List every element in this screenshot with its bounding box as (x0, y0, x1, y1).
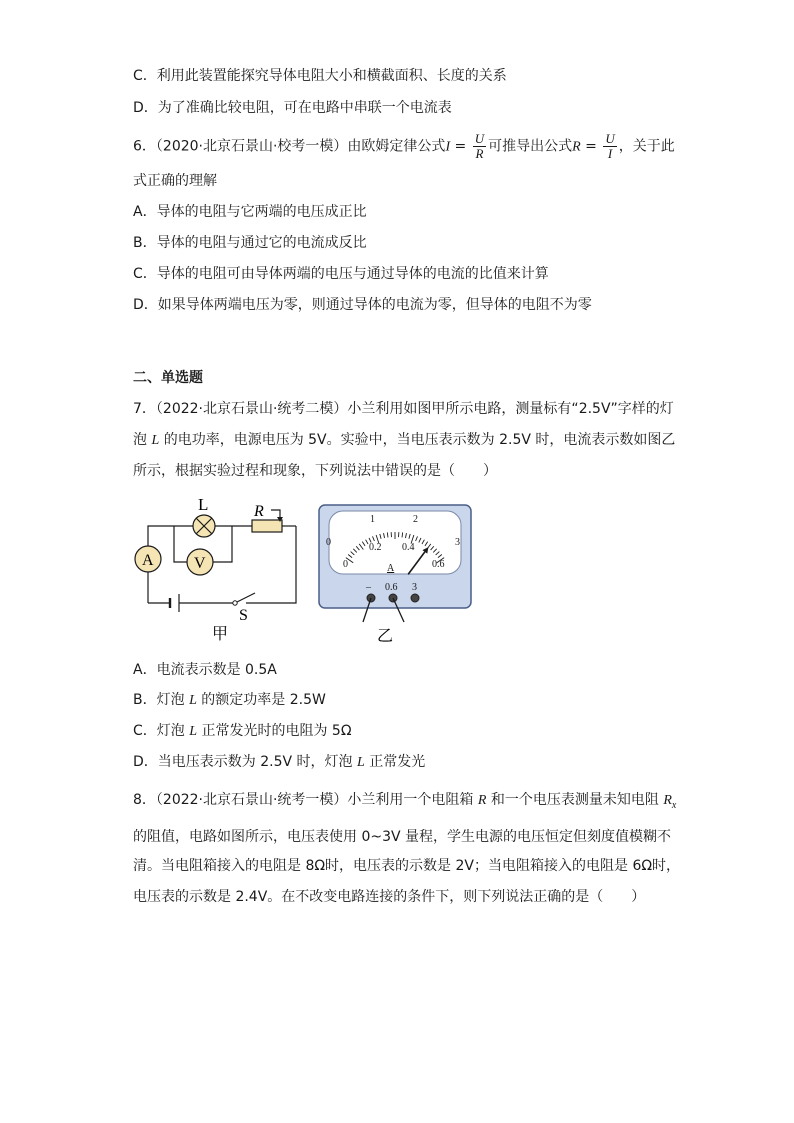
q7-option-a: A．电流表示数是 0.5A (133, 662, 277, 678)
terminal-3-post (411, 594, 419, 602)
q7-option-c: C．灯泡 L 正常发光时的电阻为 5Ω (133, 723, 352, 739)
dial-unit: A (387, 563, 395, 574)
lower-scale-0: 0 (343, 559, 348, 570)
q6-fraction-u-over-r: $\frac{U}{R}$ (474, 131, 485, 161)
q6-stem (133, 132, 675, 161)
q7-option-d: D．当电压表示数为 2.5V 时，灯泡 L 正常发光 (133, 754, 426, 770)
circuit-diagram-jia (128, 490, 308, 650)
q6-fraction-u-over-i: $\frac{U}{I}$ (605, 131, 615, 161)
section-title: 二、单选题 (133, 370, 203, 386)
q6-eq2: = (580, 138, 602, 155)
q7-option-b: B．灯泡 L 的额定功率是 2.5W (133, 692, 326, 708)
upper-scale-2: 2 (413, 514, 418, 525)
q6-formula-r: R (572, 139, 581, 155)
figure-jia-caption: 甲 (212, 626, 229, 643)
dial-tick (402, 532, 403, 537)
q6-option-a: A．导体的电阻与它两端的电压成正比 (133, 204, 367, 220)
q7-stem-line2: 泡 L 的电功率，电源电压为 5V。实验中，当电压表示数为 2.5V 时，电流表示数如图乙 (133, 432, 676, 448)
figure-yi-caption: 乙 (377, 628, 394, 645)
upper-scale-1: 1 (370, 514, 375, 525)
dial-tick (387, 532, 388, 537)
q6-suffix: ，关于此 (618, 138, 675, 155)
q8-stem-line1: 8．（2022·北京石景山·统考一模）小兰利用一个电阻箱 R 和一个电压表测量未知电阻 $R_x$ (133, 792, 677, 811)
q5-option-d: D．为了准确比较电阻，可在电路中串联一个电流表 (133, 100, 452, 116)
q6-option-d: D．如果导体两端电压为零，则通过导体的电流为零，但导体的电阻不为零 (133, 297, 592, 313)
lower-scale-0.4: 0.4 (402, 542, 415, 553)
q6-option-c: C．导体的电阻可由导体两端的电压与通过导体的电流的比值来计算 (133, 266, 549, 282)
q6-option-b: B．导体的电阻与通过它的电流成反比 (133, 235, 367, 251)
q8-stem-line4: 电压表的示数是 2.4V。在不改变电路连接的条件下，则下列说法正确的是（ ） (133, 889, 646, 905)
lower-scale-0.6: 0.6 (432, 559, 445, 570)
rheostat-label: R (254, 503, 264, 520)
q6-stem-cont: 式正确的理解 (133, 173, 217, 189)
switch-label: S (239, 607, 248, 624)
q6-prefix: 6．（2020·北京石景山·校考一模）由欧姆定律公式 (133, 138, 446, 155)
lamp-label: L (198, 495, 209, 514)
q7-stem-line1: 7．（2022·北京石景山·统考二模）小兰利用如图甲所示电路，测量标有“2.5V”字样的灯 (133, 401, 674, 417)
q8-stem-line2: 的阻值，电路如图所示，电压表使用 0~3V 量程，学生电源的电压恒定但刻度值模糊不 (133, 829, 672, 845)
switch-symbol (237, 593, 255, 602)
terminal-3: 3 (412, 582, 417, 593)
terminal-0.6: 0.6 (385, 582, 398, 593)
voltmeter-label: V (194, 555, 206, 572)
ammeter-dial-yi (314, 500, 476, 650)
terminal-minus: – (366, 582, 371, 593)
q7-stem-line3: 所示，根据实验过程和现象，下列说法中错误的是（ ） (133, 463, 497, 479)
q5-option-c: C．利用此装置能探究导体电阻大小和横截面积、长度的关系 (133, 68, 507, 84)
q6-formula-i: I (445, 139, 451, 155)
upper-scale-0: 0 (326, 537, 331, 548)
upper-scale-3: 3 (455, 537, 460, 548)
q8-stem-line3: 清。当电阻箱接入的电阻是 8Ω时，电压表的示数是 2V；当电阻箱接入的电阻是 6Ω时， (133, 858, 681, 874)
q6-eq: = (450, 138, 471, 155)
q6-mid: 可推导出公式 (488, 138, 573, 155)
ammeter-label: A (142, 552, 154, 569)
lower-scale-0.2: 0.2 (369, 542, 382, 553)
rheostat-symbol (252, 520, 282, 532)
